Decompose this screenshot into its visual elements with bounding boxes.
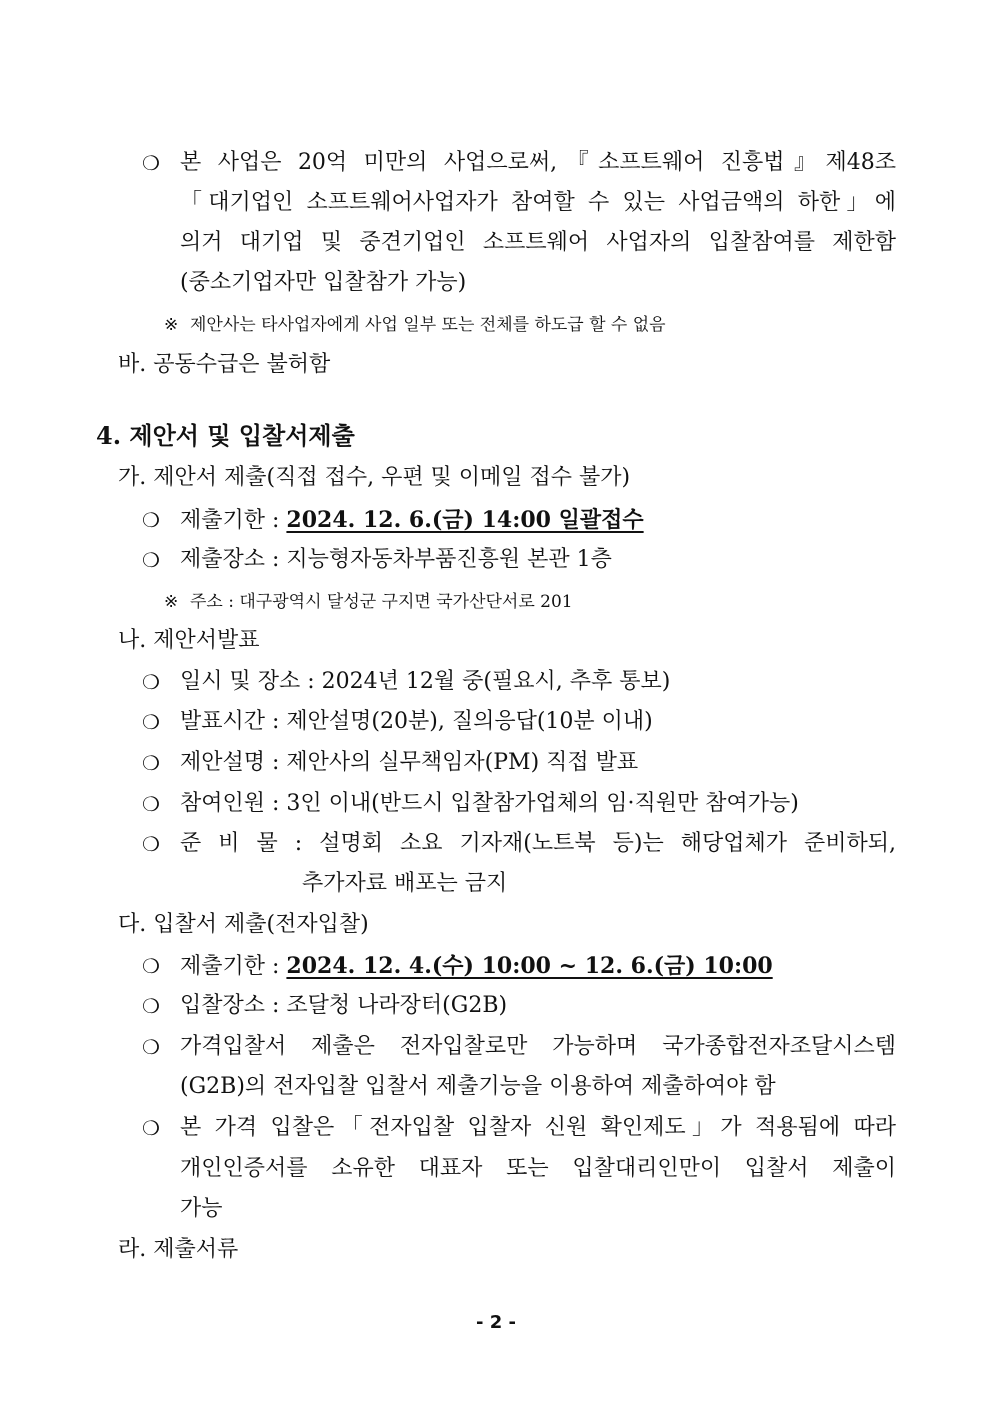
paragraph-line: (중소기업자만 입찰참가 가능) xyxy=(180,270,467,295)
address-note: 주소 : 대구광역시 달성군 구지면 국가산단서로 201 xyxy=(190,592,573,612)
note-text: 제안사는 타사업자에게 사업 일부 또는 전체를 하도급 할 수 없음 xyxy=(190,315,666,335)
list-item: 가격입찰서 제출은 전자입찰로만 가능하며 국가종합전자조달시스템 xyxy=(180,1034,896,1059)
list-item-continuation: (G2B)의 전자입찰 입찰서 제출기능을 이용하여 제출하여야 함 xyxy=(180,1074,776,1099)
list-item: 준 비 물 : 설명회 소요 기자재(노트북 등)는 해당업체가 준비하되, xyxy=(180,831,896,856)
bullet-icon: ❍ xyxy=(142,1035,160,1059)
bullet-icon: ❍ xyxy=(142,508,160,532)
list-item-continuation: 가능 xyxy=(180,1196,223,1221)
bullet-icon: ❍ xyxy=(142,994,160,1018)
section-title: 4. 제안서 및 입찰서제출 xyxy=(96,421,355,450)
list-item: 참여인원 : 3인 이내(반드시 입찰참가업체의 임·직원만 참여가능) xyxy=(180,791,799,816)
subsection-ba: 바. 공동수급은 불허함 xyxy=(118,352,331,377)
bullet-icon: ❍ xyxy=(142,832,160,856)
page-number: - 2 - xyxy=(476,1312,516,1333)
bullet-icon: ❍ xyxy=(142,751,160,775)
subsection-na: 나. 제안서발표 xyxy=(118,628,260,653)
list-item-continuation: 개인인증서를 소유한 대표자 또는 입찰대리인만이 입찰서 제출이 xyxy=(180,1156,896,1181)
bullet-icon: ❍ xyxy=(142,954,160,978)
subsection-ra: 라. 제출서류 xyxy=(118,1237,239,1262)
list-item-continuation: 추가자료 배포는 금지 xyxy=(302,871,508,896)
deadline-item xyxy=(180,505,644,536)
deadline-item xyxy=(180,951,773,982)
list-item: 일시 및 장소 : 2024년 12월 중(필요시, 추후 통보) xyxy=(180,669,671,694)
subsection-ga: 가. 제안서 제출(직접 접수, 우편 및 이메일 접수 불가) xyxy=(118,465,631,490)
list-item: 본 가격 입찰은「전자입찰 입찰자 신원 확인제도」가 적용됨에 따라 xyxy=(180,1115,896,1140)
note-symbol-icon: ※ xyxy=(164,592,179,612)
bullet-icon: ❍ xyxy=(142,670,160,694)
bullet-icon: ❍ xyxy=(142,710,160,734)
deadline-label: 제출기한 : xyxy=(180,508,287,533)
paragraph-line: 본 사업은 20억 미만의 사업으로써,『소프트웨어 진흥법』제48조 xyxy=(180,150,896,175)
note-symbol-icon: ※ xyxy=(164,315,179,335)
deadline-value: 2024. 12. 4.(수) 10:00 ~ 12. 6.(금) 10:00 xyxy=(286,953,773,979)
bullet-icon: ❍ xyxy=(142,792,160,816)
subsection-da: 다. 입찰서 제출(전자입찰) xyxy=(118,912,369,937)
deadline-value: 2024. 12. 6.(금) 14:00 일괄접수 xyxy=(286,507,644,533)
paragraph-line: 의거 대기업 및 중견기업인 소프트웨어 사업자의 입찰참여를 제한함 xyxy=(180,230,896,255)
list-item: 제안설명 : 제안사의 실무책임자(PM) 직접 발표 xyxy=(180,750,639,775)
bullet-icon: ❍ xyxy=(142,1116,160,1140)
location-item: 제출장소 : 지능형자동차부품진흥원 본관 1층 xyxy=(180,547,612,572)
bullet-icon: ❍ xyxy=(142,151,160,175)
paragraph-line: 「대기업인 소프트웨어사업자가 참여할 수 있는 사업금액의 하한」에 xyxy=(180,190,896,215)
list-item: 발표시간 : 제안설명(20분), 질의응답(10분 이내) xyxy=(180,709,653,734)
deadline-label: 제출기한 : xyxy=(180,954,287,979)
bullet-icon: ❍ xyxy=(142,548,160,572)
list-item: 입찰장소 : 조달청 나라장터(G2B) xyxy=(180,993,508,1018)
